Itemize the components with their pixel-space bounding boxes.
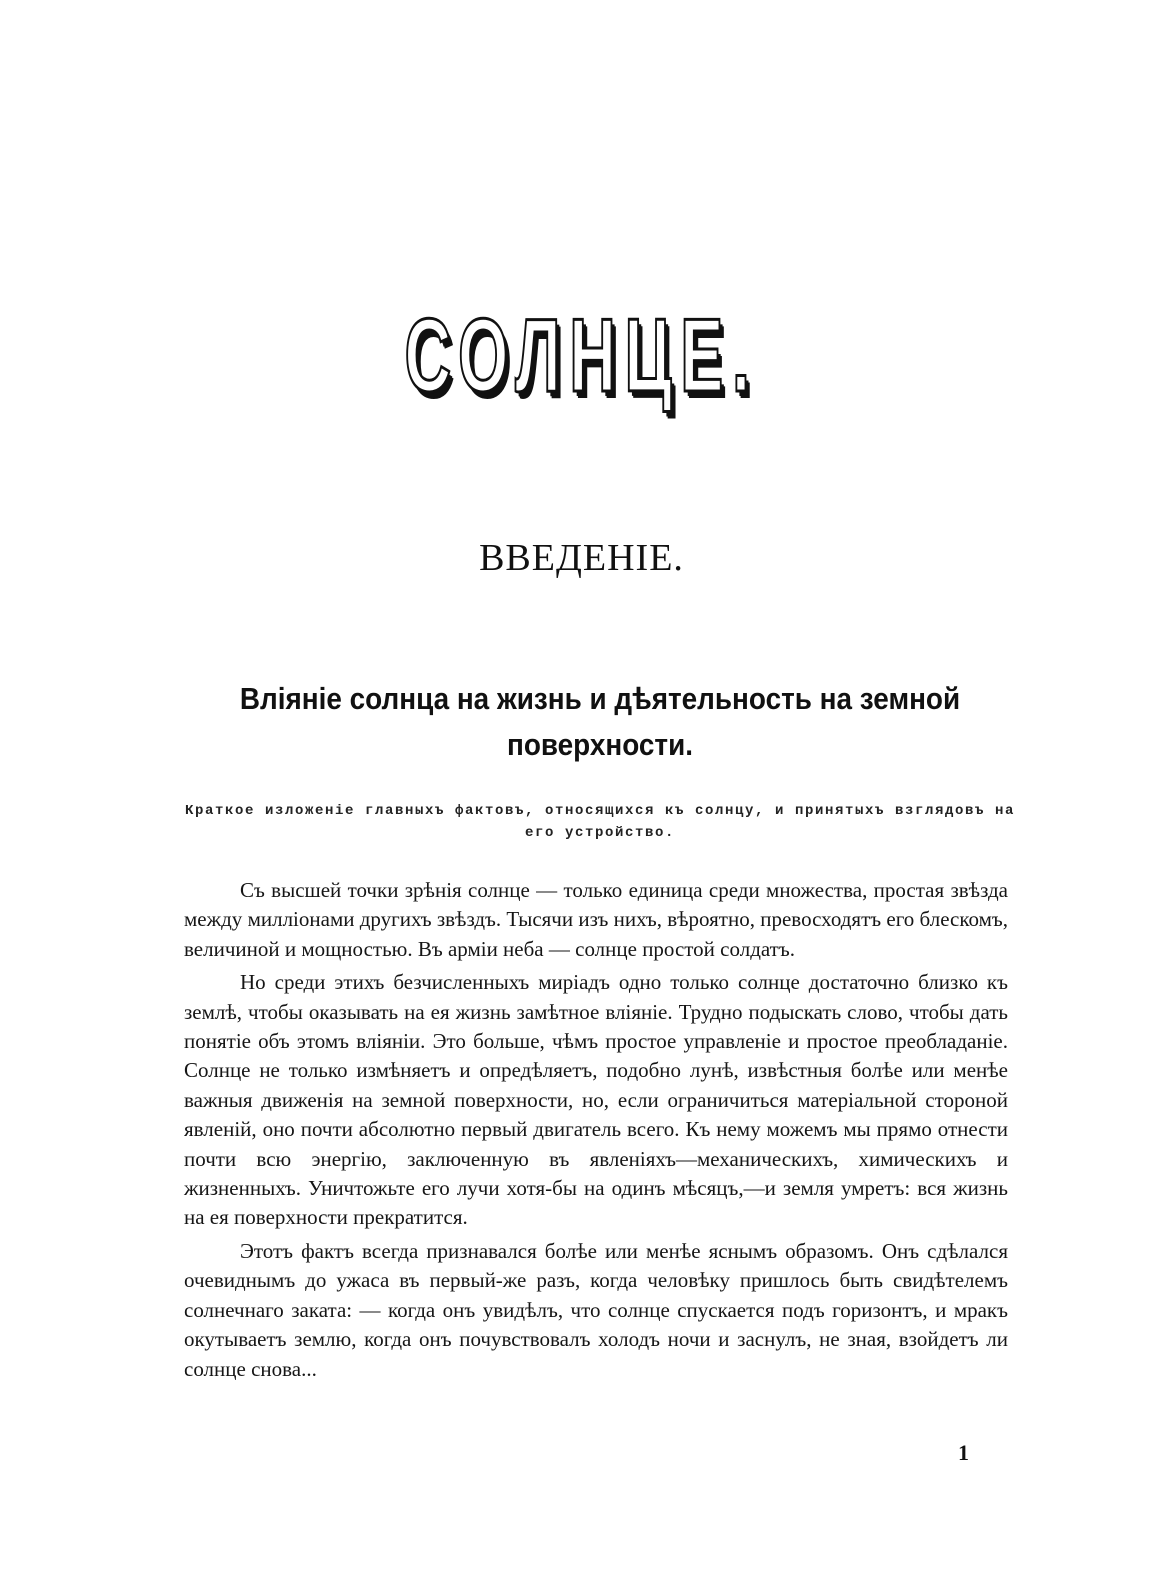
chapter-summary: Краткое изложеніе главныхъ фактовъ, относящихся къ солнцу, и принятыхъ взглядовъ на его устройство. [184,803,1016,841]
body-text [184,876,1008,1388]
main-title: СОЛНЦЕ. [404,298,759,414]
section-title: ВВЕДЕНІЕ. [479,537,684,579]
paragraph: Съ высшей точки зрѣнія солнце — только единица среди множества, простая звѣзда между милліонами другихъ звѣздъ. Тысячи изъ нихъ, вѣроятно, превосходятъ его блескомъ, величиной и мощностью. Въ арміи неба — солнце простой солдатъ. [184,878,1008,961]
chapter-title: Вліяніе солнца на жизнь и дѣятельность на земной поверхности. [239,681,961,762]
paragraph: Но среди этихъ безчисленныхъ миріадъ одно только солнце достаточно близко къ землѣ, чтобы оказывать на ея жизнь замѣтное вліяніе. Трудно подыскать слово, чтобы дать понятіе объ этомъ вліяніи. Это больше, чѣмъ простое управленіе и простое преобладаніе. Солнце не только измѣняетъ и опредѣляетъ, подобно лунѣ, извѣстныя болѣе или менѣе важныя движенія на земной поверхности, но, если ограничиться матеріальной стороной явленій, оно почти абсолютно первый двигатель всего. Къ нему можемъ мы прямо отнести почти всю энергію, заключенную въ явленіяхъ—механическихъ, химическихъ и жизненныхъ. Уничтожьте его лучи хотя-бы на одинъ мѣсяцъ,—и земля умретъ: вся жизнь на ея поверхности прекратится. [184,970,1008,1230]
page-number: 1 [958,1440,969,1465]
paragraph: Этотъ фактъ всегда признавался болѣе или менѣе яснымъ образомъ. Онъ сдѣлался очевиднымъ до ужаса въ первый-же разъ, когда человѣку пришлось быть свидѣтелемъ солнечнаго заката: — когда онъ увидѣлъ, что солнце спускается подъ горизонтъ, и мракъ окутываетъ землю, когда онъ почувствовалъ холодъ ночи и заснулъ, не зная, взойдетъ ли солнце снова... [184,1238,1008,1381]
